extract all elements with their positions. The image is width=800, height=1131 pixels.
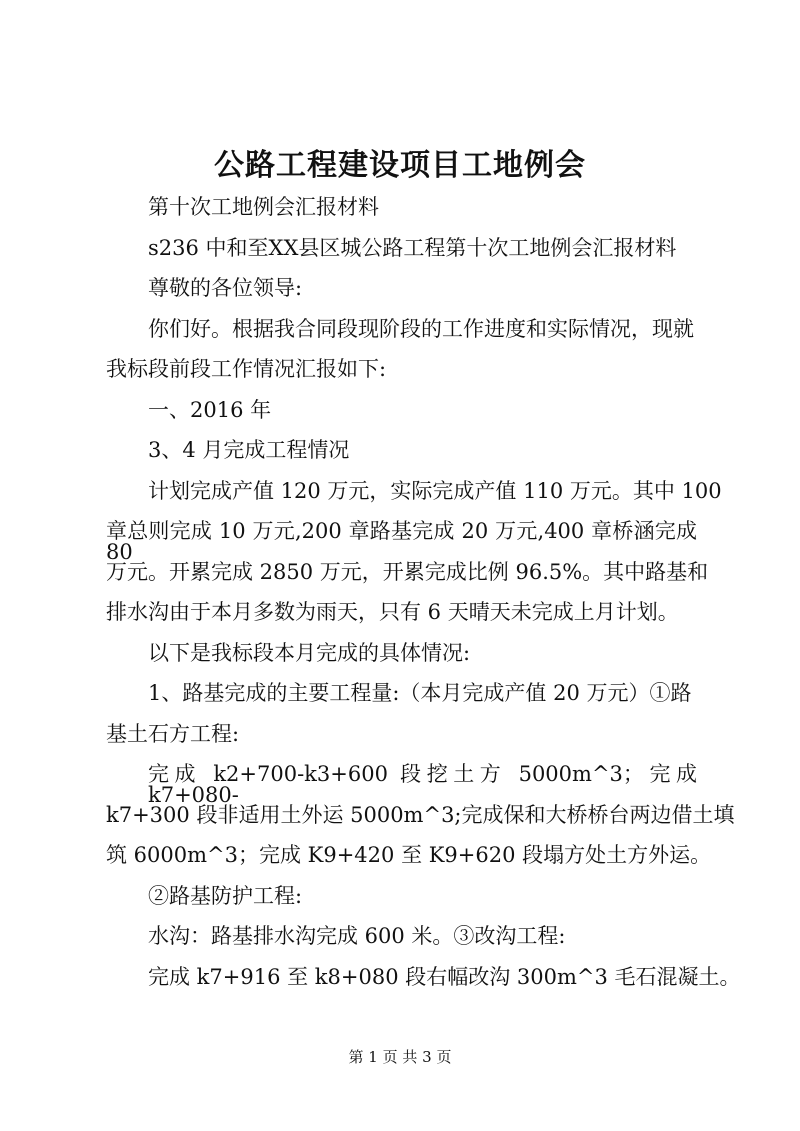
section-heading: 一、2016 年 xyxy=(148,398,272,422)
paragraph-line: 我标段前段工作情况汇报如下: xyxy=(106,357,387,381)
paragraph-line: 计划完成产值 120 万元，实际完成产值 110 万元。其中 100 xyxy=(148,479,722,503)
paragraph-line: 完成 k7+916 至 k8+080 段右幅改沟 300m^3 毛石混凝土。 xyxy=(148,965,741,989)
paragraph-line: 你们好。根据我合同段现阶段的工作进度和实际情况，现就 xyxy=(148,317,694,341)
salutation-line: 尊敬的各位领导: xyxy=(148,276,303,300)
section-heading: ②路基防护工程: xyxy=(148,884,303,908)
paragraph-line: 以下是我标段本月完成的具体情况: xyxy=(148,641,471,665)
paragraph-line: 筑 6000m^3；完成 K9+420 至 K9+620 段塌方处土方外运。 xyxy=(106,843,712,867)
paragraph-line: 1、路基完成的主要工程量:（本月完成产值 20 万元）①路 xyxy=(148,681,692,705)
paragraph-line: 章总则完成 10 万元,200 章路基完成 20 万元,400 章桥涵完成 80 xyxy=(106,519,697,564)
paragraph-line: 万元。开累完成 2850 万元，开累完成比例 96.5%。其中路基和 xyxy=(106,560,709,584)
paragraph-line: k7+300 段非适用土外运 5000m^3;完成保和大桥桥台两边借土填 xyxy=(106,803,735,827)
paragraph-line: 完成 k2+700-k3+600 段挖土方 5000m^3；完成 k7+080- xyxy=(148,762,697,807)
paragraph-line: 排水沟由于本月多数为雨天，只有 6 天晴天未完成上月计划。 xyxy=(106,600,679,624)
subtitle-line: 第十次工地例会汇报材料 xyxy=(148,195,379,219)
project-line: s236 中和至XX县区城公路工程第十次工地例会汇报材料 xyxy=(148,236,677,260)
section-heading: 3、4 月完成工程情况 xyxy=(148,438,350,462)
document-title: 公路工程建设项目工地例会 xyxy=(214,148,586,183)
page-footer: 第 1 页 共 3 页 xyxy=(348,1048,452,1066)
paragraph-line: 水沟：路基排水沟完成 600 米。③改沟工程: xyxy=(148,924,566,948)
paragraph-line: 基土石方工程: xyxy=(106,722,240,746)
